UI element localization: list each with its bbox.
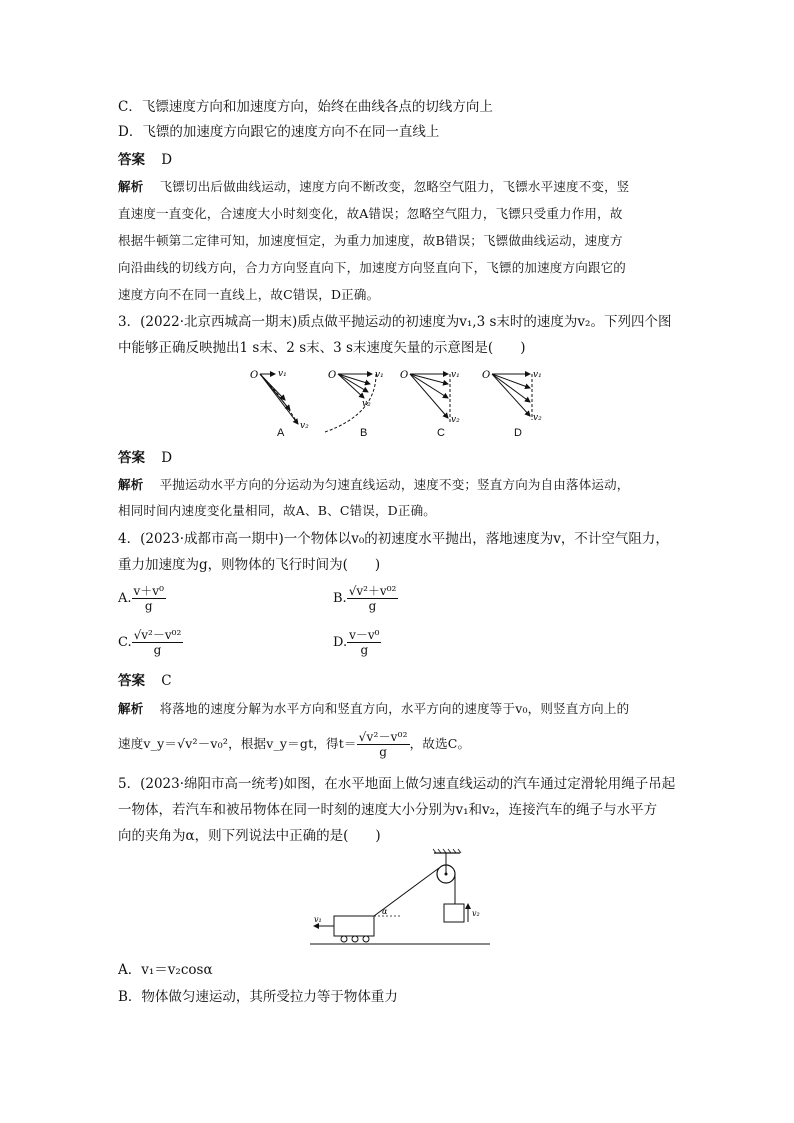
v1-label: v₁	[533, 370, 542, 380]
answer-label: 答案	[118, 450, 145, 466]
q4-stem: 重力加速度为g，则物体的飞行时间为( )	[118, 557, 381, 573]
analysis-label: 解析	[118, 179, 144, 194]
origin-label: O	[400, 370, 409, 381]
q5-stem: 向的夹角为α，则下列说法中正确的是( )	[118, 828, 381, 844]
q3-answer	[118, 447, 172, 469]
answer-value: D	[161, 152, 173, 168]
origin-label: O	[482, 370, 491, 381]
q2-option-d: D．飞镖的加速度方向跟它的速度方向不在同一直线上	[118, 124, 440, 140]
q5-pulley-figure	[310, 848, 500, 950]
figure-a	[250, 369, 309, 431]
q5-stem: 5．(2023·绵阳市高一统考)如图，在水平地面上做匀速直线运动的汽车通过定滑轮用绳子吊起	[118, 776, 676, 792]
v2-label: v₂	[300, 421, 309, 431]
q4-option-c: C. $\frac{\text{√v²－v⁰²}}{g}$	[118, 628, 182, 657]
analysis-label: 解析	[118, 477, 144, 492]
figure-d	[482, 370, 542, 423]
q2-analysis-line: 根据牛顿第二定律可知，加速度恒定，为重力加速度，故B错误；飞镖做曲线运动，速度方	[118, 233, 623, 248]
figure-b	[325, 370, 384, 432]
analysis-label: 解析	[118, 701, 144, 716]
figure-label-a: A	[277, 427, 285, 439]
car-icon	[334, 916, 374, 936]
q3-analysis-line: 解析 平抛运动水平方向的分运动为匀速直线运动，速度不变；竖直方向为自由落体运动，	[118, 477, 630, 492]
v1-label: v₁	[314, 915, 322, 924]
v1-label: v₁	[375, 370, 384, 380]
v2-label: v₂	[451, 415, 460, 425]
q2-option-c: C．飞镖速度方向和加速度方向，始终在曲线各点的切线方向上	[118, 99, 493, 115]
v2-label: v₂	[362, 399, 371, 409]
q5-stem: 一物体，若汽车和被吊物体在同一时刻的速度大小分别为v₁和v₂，连接汽车的绳子与水平方	[118, 802, 658, 818]
alpha-label: α	[382, 907, 388, 916]
q2-analysis-line: 解析 飞镖切出后做曲线运动，速度方向不断改变，忽略空气阻力，飞镖水平速度不变，竖	[118, 179, 630, 194]
answer-label: 答案	[118, 152, 145, 168]
q4-analysis-line: 速度v_y＝√v²－v₀²，根据v_y＝gt，得t＝ $\frac{\text{√v²－v⁰²}}{g}$ ，故选C。	[118, 730, 471, 759]
figure-label-d: D	[514, 427, 522, 439]
origin-label: O	[328, 370, 337, 381]
q3-analysis-line: 相同时间内速度变化量相同，故A、B、C错误，D正确。	[118, 503, 437, 518]
q4-option-d: D. $\frac{\text{v－v⁰}}{g}$	[333, 628, 380, 657]
q5-option-a: A．v₁＝v₂cosα	[118, 962, 213, 978]
answer-value: D	[161, 450, 173, 466]
q2-analysis-line: 向沿曲线的切线方向，合力方向竖直向下，加速度方向竖直向下，飞镖的加速度方向跟它的	[118, 260, 627, 275]
q2-answer	[118, 149, 172, 171]
v2-label: v₂	[533, 413, 542, 423]
answer-label: 答案	[118, 673, 145, 689]
origin-label: O	[250, 370, 259, 381]
v2-label: v₂	[472, 909, 480, 918]
q3-stem: 3．(2022·北京西城高一期末)质点做平抛运动的初速度为v₁,3 s末时的速度为v₂。下列四个图	[118, 314, 672, 330]
q4-option-a: A. $\frac{\text{v＋v⁰}}{g}$	[118, 584, 164, 613]
v1-label: v₁	[278, 369, 287, 379]
q2-analysis-line: 速度方向不在同一直线上，故C错误，D正确。	[118, 287, 380, 302]
figure-label-c: C	[437, 427, 445, 439]
q4-stem: 4．(2023·成都市高一期中)一个物体以v₀的初速度水平抛出，落地速度为v，不计空气阻力，	[118, 531, 669, 547]
figure-label-b: B	[360, 427, 368, 439]
q4-answer	[118, 670, 172, 692]
v1-label: v₁	[451, 370, 460, 380]
q5-option-b: B．物体做匀速运动，其所受拉力等于物体重力	[118, 989, 398, 1005]
block-icon	[444, 904, 464, 922]
figure-c	[400, 370, 460, 425]
q4-analysis-line: 解析 将落地的速度分解为水平方向和竖直方向，水平方向的速度等于v₀，则竖直方向上的	[118, 701, 630, 716]
q2-analysis-line: 直速度一直变化，合速度大小时刻变化，故A错误；忽略空气阻力，飞镖只受重力作用，故	[118, 206, 623, 221]
answer-value: C	[161, 673, 172, 689]
q4-option-b: B. $\frac{\text{√v²＋v⁰²}}{g}$	[333, 584, 397, 613]
q3-stem: 中能够正确反映抛出1 s末、2 s末、3 s末速度矢量的示意图是( )	[118, 340, 526, 356]
